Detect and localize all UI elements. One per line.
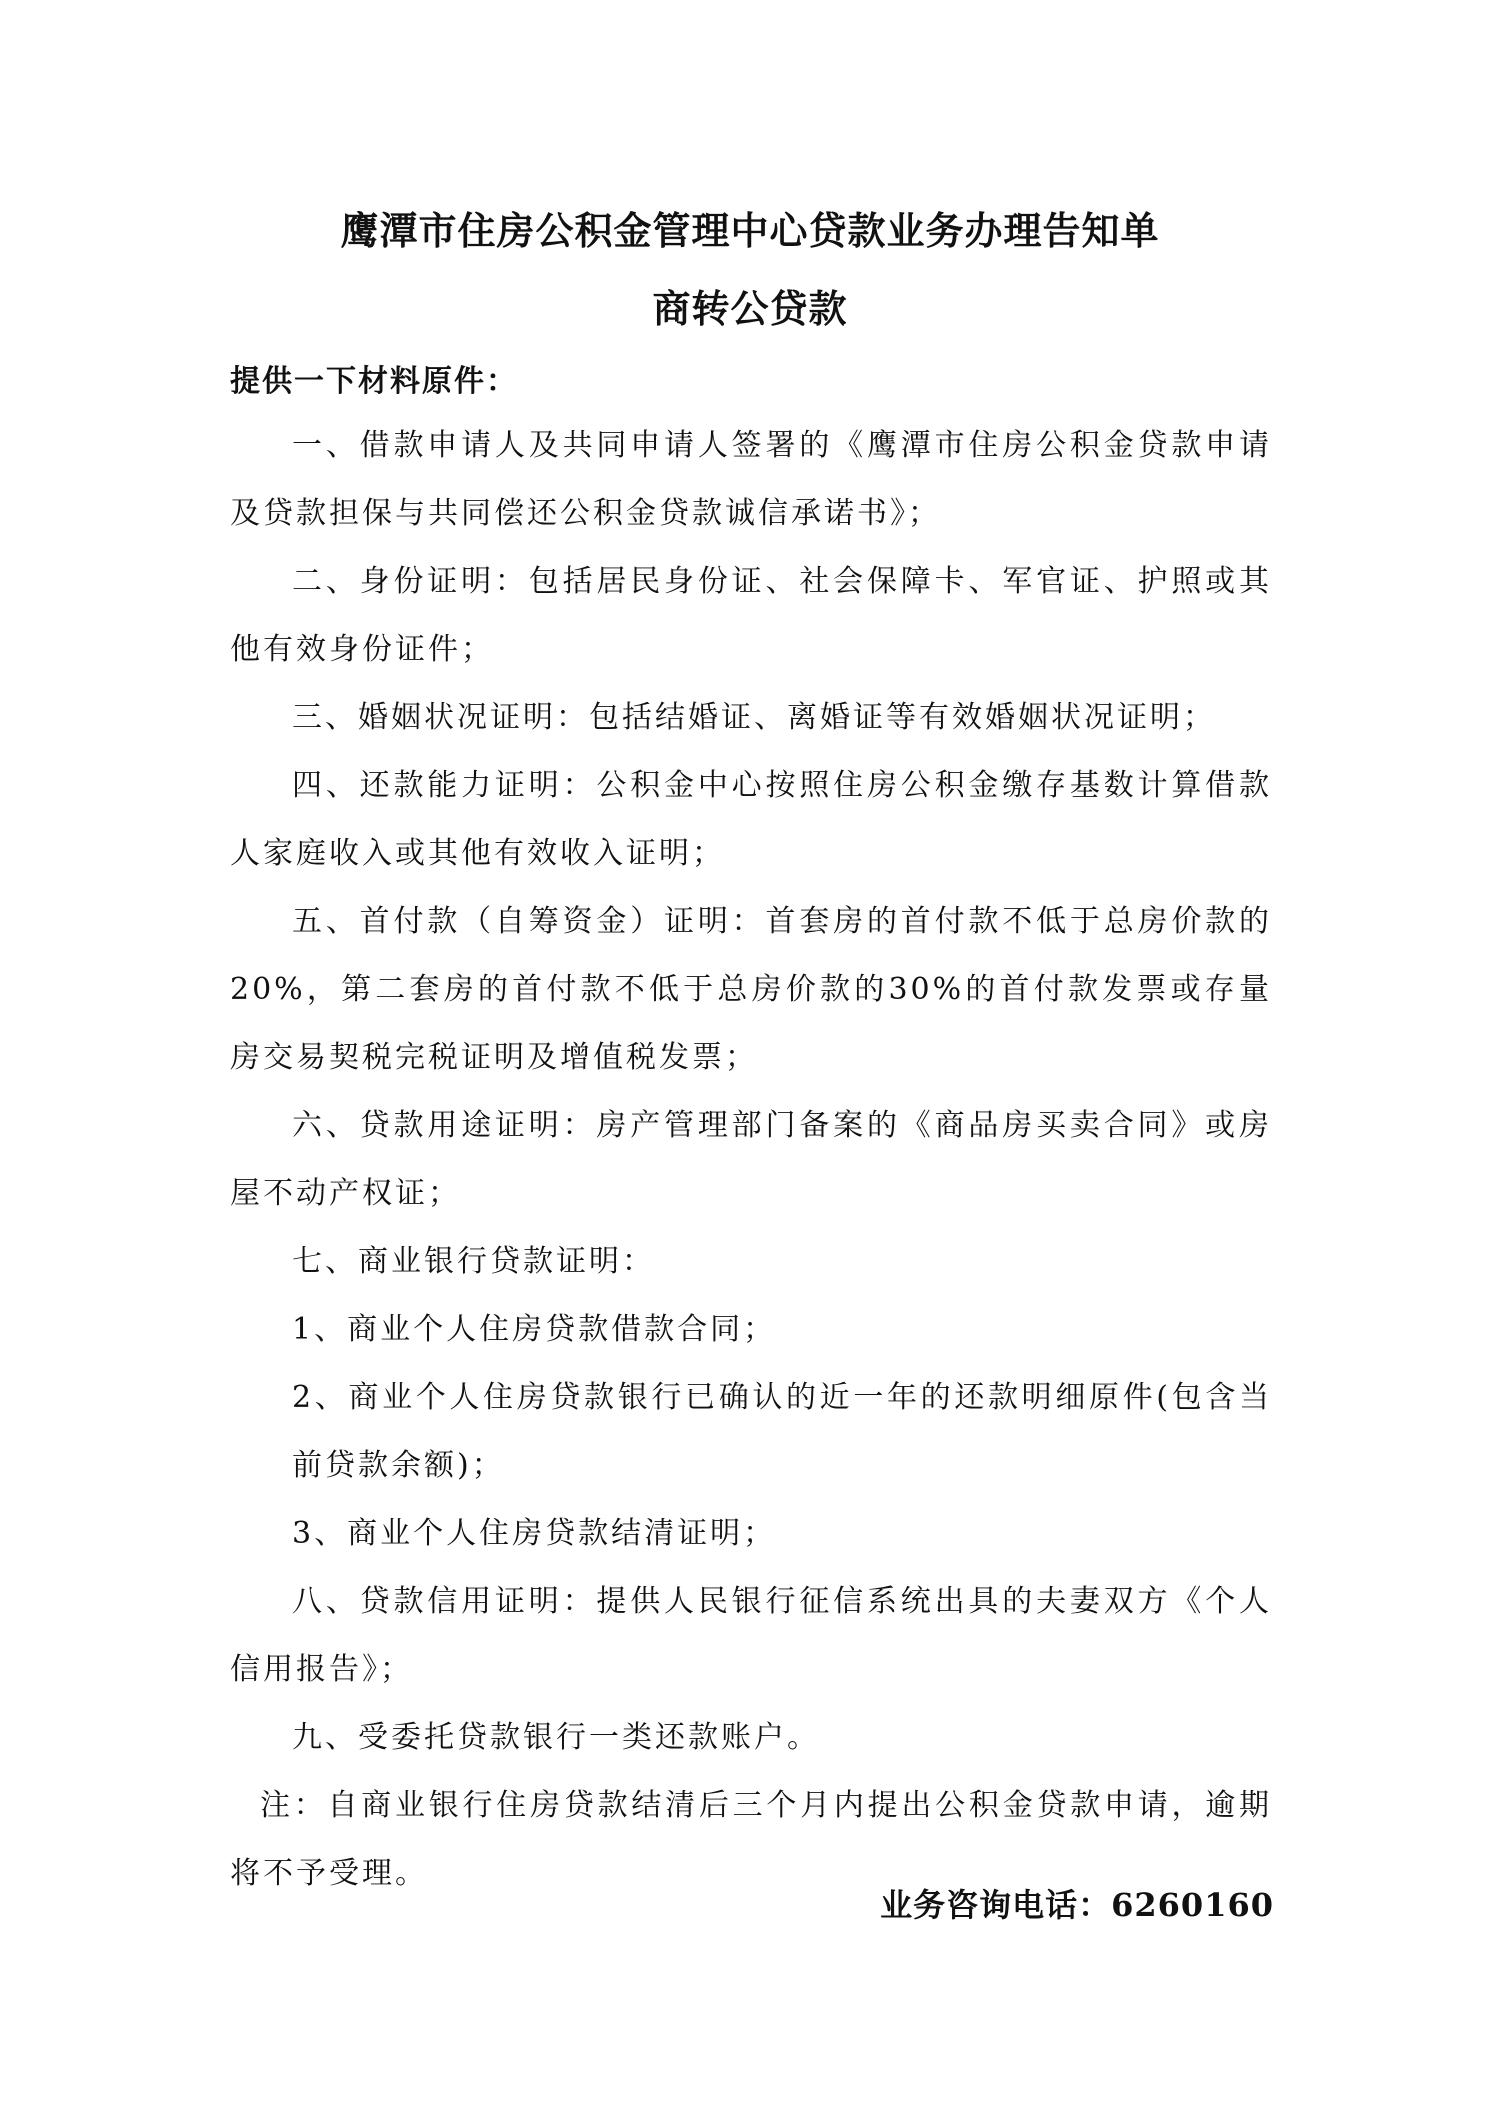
item-8-credit-report: 八、贷款信用证明：提供人民银行征信系统出具的夫妻双方《个人信用报告》； — [230, 1584, 1272, 1687]
document-title: 鹰潭市住房公积金管理中心贷款业务办理告知单 — [340, 208, 1160, 253]
document-subtitle: 商转公贷款 — [652, 286, 848, 331]
item-7-sub-3-settlement-proof: 3、商业个人住房贷款结清证明； — [292, 1516, 777, 1551]
item-7-commercial-loan-proof: 七、商业银行贷款证明： — [292, 1244, 655, 1279]
document-note: 注：自商业银行住房贷款结清后三个月内提出公积金贷款申请，逾期将不予受理。 — [230, 1788, 1272, 1891]
item-7-sub-2-repayment-details: 2、商业个人住房贷款银行已确认的近一年的还款明细原件(包含当前贷款余额)； — [292, 1380, 1272, 1483]
item-3-marital-status-proof: 三、婚姻状况证明：包括结婚证、离婚证等有效婚姻状况证明； — [292, 700, 1216, 735]
item-4-repayment-ability-proof: 四、还款能力证明：公积金中心按照住房公积金缴存基数计算借款人家庭收入或其他有效收入证明； — [230, 768, 1272, 871]
item-6-loan-purpose-proof: 六、贷款用途证明：房产管理部门备案的《商品房买卖合同》或房屋不动产权证； — [230, 1108, 1272, 1211]
materials-intro: 提供一下材料原件： — [230, 364, 518, 399]
item-5-down-payment-proof: 五、首付款（自筹资金）证明：首套房的首付款不低于总房价款的20%，第二套房的首付款不低于总房价款的30%的首付款发票或存量房交易契税完税证明及增值税发票； — [230, 904, 1272, 1075]
contact-phone: 业务咨询电话：6260160 — [880, 1886, 1274, 1924]
item-7-sub-1-loan-contract: 1、商业个人住房贷款借款合同； — [292, 1312, 777, 1347]
item-1-signed-application: 一、借款申请人及共同申请人签署的《鹰潭市住房公积金贷款申请及贷款担保与共同偿还公积金贷款诚信承诺书》； — [230, 428, 1272, 531]
item-9-repayment-account: 九、受委托贷款银行一类还款账户。 — [292, 1720, 820, 1755]
item-2-identity-proof: 二、身份证明：包括居民身份证、社会保障卡、军官证、护照或其他有效身份证件； — [230, 564, 1272, 667]
document-body — [230, 412, 1272, 1908]
